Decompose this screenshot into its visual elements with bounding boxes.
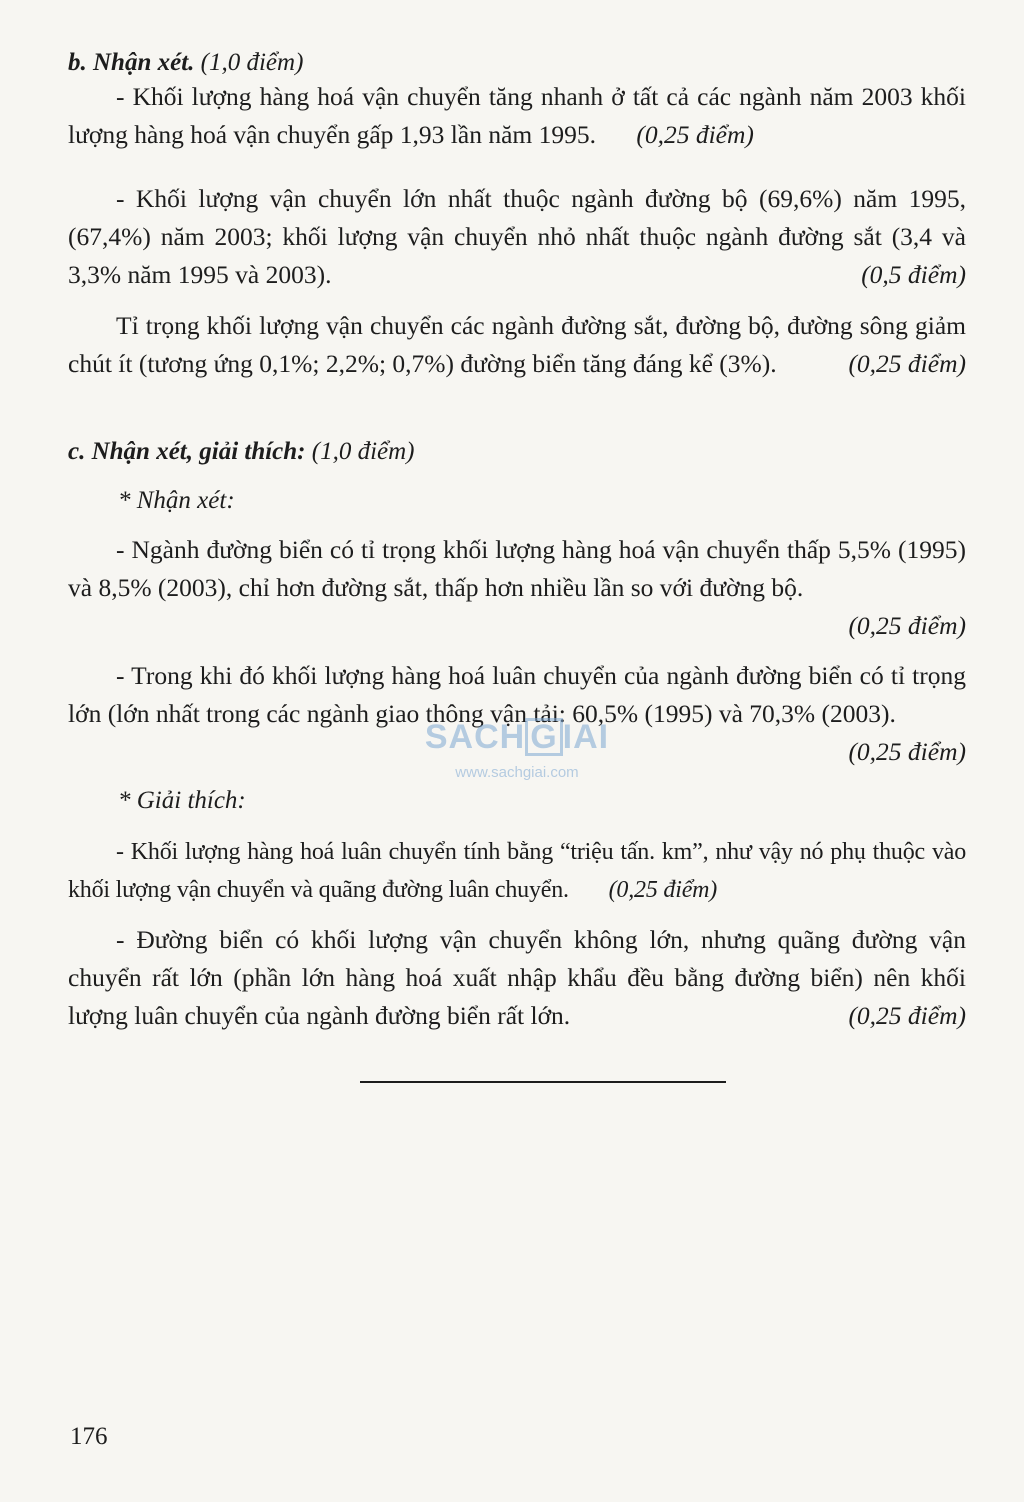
section-c-p4-text: - Đường biển có khối lượng vận chuyển không lớn, nhưng quãng đường vận chuyển rất lớn (phần lớn hàng hoá xuất nhập khẩu đều bằng đường biển) nên khối lượng luân chuyển của ngành đường biển rất lớn. bbox=[68, 925, 966, 1030]
watermark-logo-left: SACH bbox=[424, 718, 526, 756]
section-c-paragraph-2 bbox=[68, 657, 966, 771]
watermark-logo-mid: G bbox=[525, 718, 562, 756]
section-c-p1-text: - Ngành đường biển có tỉ trọng khối lượng hàng hoá vận chuyển thấp 5,5% (1995) và 8,5% (2003), chỉ hơn đường sắt, thấp hơn nhiều lần so với đường bộ. bbox=[68, 535, 966, 602]
section-c-paragraph-3 bbox=[68, 833, 966, 909]
section-c-p1-score: (0,25 điểm) bbox=[848, 611, 966, 640]
section-b-paragraph-3 bbox=[68, 307, 966, 383]
section-c-paragraph-4 bbox=[68, 921, 966, 1035]
section-b-p3-score: (0,25 điểm) bbox=[848, 349, 966, 378]
page-number: 176 bbox=[70, 1423, 108, 1450]
section-b-p3-text: Tỉ trọng khối lượng vận chuyển các ngành đường sắt, đường bộ, đường sông giảm chút ít (tương ứng 0,1%; 2,2%; 0,7%) đường biển tăng đáng kể (3%). bbox=[68, 311, 966, 378]
section-b-paragraph-2 bbox=[68, 180, 966, 294]
section-c-subheading-explanation: * Giải thích: bbox=[118, 787, 246, 814]
section-c-p4-score: (0,25 điểm) bbox=[848, 1001, 966, 1030]
section-c-heading bbox=[68, 435, 415, 469]
section-c-p3-score: (0,25 điểm) bbox=[608, 877, 718, 903]
section-divider bbox=[360, 1081, 726, 1083]
section-c-title: c. Nhận xét, giải thích: bbox=[68, 438, 306, 465]
section-c-points: (1,0 điểm) bbox=[311, 438, 415, 465]
section-c-p3-text: - Khối lượng hàng hoá luân chuyển tính bằng “triệu tấn. km”, như vậy nó phụ thuộc vào khối lượng vận chuyển và quãng đường luân chuyển. bbox=[68, 839, 966, 903]
section-c-p2-score: (0,25 điểm) bbox=[848, 737, 966, 766]
section-c-subheading-comment: * Nhận xét: bbox=[118, 487, 235, 514]
section-b-p1-text: - Khối lượng hàng hoá vận chuyển tăng nhanh ở tất cả các ngành năm 2003 khối lượng hàng hoá vận chuyển gấp 1,93 lần năm 1995. bbox=[68, 82, 966, 149]
section-b-heading bbox=[68, 46, 303, 80]
watermark-url: www.sachgiai.com bbox=[455, 764, 579, 781]
section-b-p1-score: (0,25 điểm) bbox=[636, 120, 754, 149]
section-b-title: b. Nhận xét. bbox=[68, 49, 195, 76]
watermark-logo-right: IAI bbox=[562, 718, 610, 756]
section-b-p2-score: (0,5 điểm) bbox=[861, 260, 966, 289]
section-b-points: (1,0 điểm) bbox=[200, 49, 304, 76]
section-c-p2-text: - Trong khi đó khối lượng hàng hoá luân chuyển của ngành đường biển có tỉ trọng lớn (lớn nhất trong các ngành giao thông vận tải: 60,5% (1995) và 70,3% (2003). bbox=[68, 661, 966, 728]
section-b-p2-text: - Khối lượng vận chuyển lớn nhất thuộc ngành đường bộ (69,6%) năm 1995, (67,4%) năm 2003; khối lượng vận chuyển nhỏ nhất thuộc ngành đường sắt (3,4 và 3,3% năm 1995 và 2003). bbox=[68, 184, 966, 289]
section-b-paragraph-1 bbox=[68, 78, 966, 154]
section-c-paragraph-1 bbox=[68, 531, 966, 645]
